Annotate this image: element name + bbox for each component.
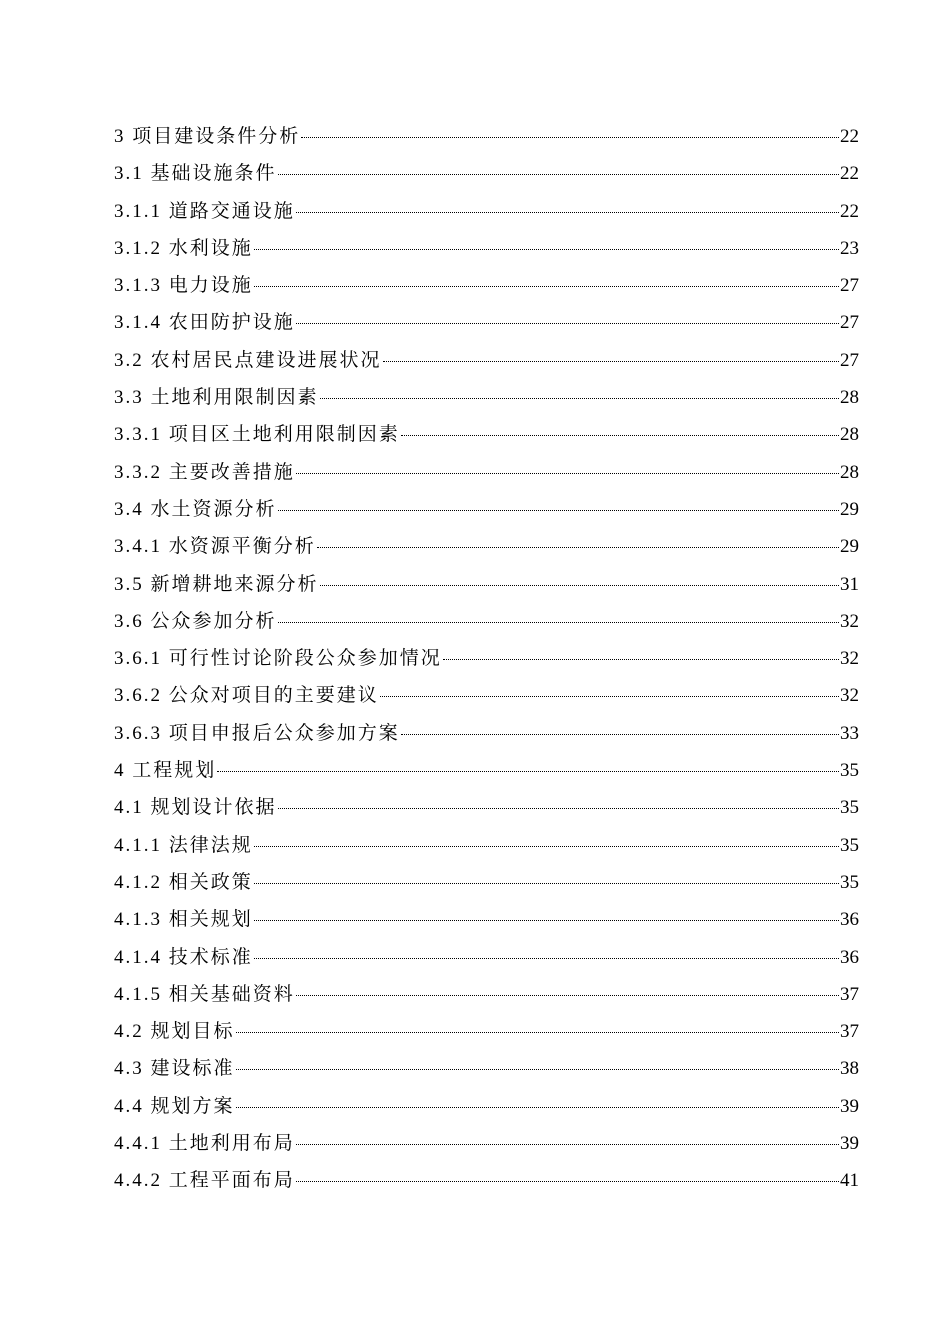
toc-entry-page: 35 <box>840 760 859 782</box>
toc-leader-dots <box>401 435 839 436</box>
toc-entry[interactable] <box>114 1162 859 1199</box>
toc-leader-dots <box>296 323 839 324</box>
toc-entry[interactable] <box>114 193 859 230</box>
toc-entry[interactable] <box>114 976 859 1013</box>
toc-entry-title: 4.1 规划设计依据 <box>114 797 277 819</box>
toc-entry[interactable] <box>114 454 859 491</box>
toc-leader-dots <box>278 510 839 511</box>
toc-leader-dots <box>236 1069 839 1070</box>
toc-entry-page: 37 <box>840 1021 859 1043</box>
toc-entry-title: 3.1.3 电力设施 <box>114 275 253 297</box>
toc-entry[interactable] <box>114 155 859 192</box>
toc-entry-title: 4.1.2 相关政策 <box>114 871 253 893</box>
toc-leader-dots <box>296 1144 839 1145</box>
toc-entry-page: 39 <box>840 1095 859 1117</box>
toc-entry-title: 4.2 规划目标 <box>114 1021 235 1043</box>
toc-entry[interactable] <box>114 1050 859 1087</box>
toc-leader-dots <box>296 212 839 213</box>
toc-entry-page: 35 <box>840 834 859 856</box>
toc-leader-dots <box>383 361 839 362</box>
toc-entry-page: 27 <box>840 349 859 371</box>
toc-entry-title: 4.1.4 技术标准 <box>114 946 253 968</box>
toc-entry-page: 22 <box>840 126 859 147</box>
toc-entry-page: 32 <box>840 648 859 670</box>
toc-entry[interactable] <box>114 789 859 826</box>
toc-leader-dots <box>254 846 839 847</box>
toc-entry-page: 41 <box>840 1170 859 1192</box>
toc-entry-title: 3.1 基础设施条件 <box>114 163 277 185</box>
toc-entry-page: 33 <box>840 722 859 744</box>
toc-leader-dots <box>317 547 839 548</box>
toc-entry-page: 36 <box>840 909 859 931</box>
toc-entry-title: 3.4 水土资源分析 <box>114 498 277 520</box>
toc-entry[interactable] <box>114 901 859 938</box>
toc-entry-title: 3.3.1 项目区土地利用限制因素 <box>114 424 400 446</box>
toc-leader-dots <box>254 958 839 959</box>
toc-leader-dots <box>296 995 839 996</box>
toc-leader-dots <box>301 137 839 138</box>
toc-leader-dots <box>236 1107 839 1108</box>
toc-entry-title: 3.1.1 道路交通设施 <box>114 200 295 222</box>
toc-entry-page: 32 <box>840 610 859 632</box>
toc-entry-title: 3.5 新增耕地来源分析 <box>114 573 319 595</box>
toc-entry[interactable] <box>114 939 859 976</box>
toc-entry-title: 3.6 公众参加分析 <box>114 610 277 632</box>
toc-entry[interactable] <box>114 677 859 714</box>
toc-entry-title: 3.6.2 公众对项目的主要建议 <box>114 685 379 707</box>
toc-entry-page: 27 <box>840 312 859 334</box>
toc-entry-title: 3 项目建设条件分析 <box>114 126 301 147</box>
toc-entry-title: 3.6.3 项目申报后公众参加方案 <box>114 722 400 744</box>
toc-entry-page: 35 <box>840 871 859 893</box>
toc-entry-title: 4.4.1 土地利用布局 <box>114 1133 295 1155</box>
toc-leader-dots <box>320 398 839 399</box>
toc-entry[interactable] <box>114 715 859 752</box>
toc-entry-page: 22 <box>840 163 859 185</box>
toc-entry[interactable] <box>114 864 859 901</box>
toc-entry-title: 4.1.3 相关规划 <box>114 909 253 931</box>
toc-leader-dots <box>320 585 839 586</box>
toc-leader-dots <box>296 1181 839 1182</box>
toc-entry-page: 39 <box>840 1133 859 1155</box>
toc-entry-title: 3.6.1 可行性讨论阶段公众参加情况 <box>114 648 442 670</box>
toc-entry-title: 4.1.5 相关基础资料 <box>114 983 295 1005</box>
toc-entry-page: 28 <box>840 387 859 409</box>
toc-entry-page: 23 <box>840 237 859 259</box>
toc-leader-dots <box>236 1032 839 1033</box>
toc-entry-title: 3.4.1 水资源平衡分析 <box>114 536 316 558</box>
toc-entry[interactable] <box>114 1088 859 1125</box>
toc-leader-dots <box>401 734 839 735</box>
toc-entry-title: 4.4 规划方案 <box>114 1095 235 1117</box>
toc-leader-dots <box>443 659 839 660</box>
toc-entry[interactable] <box>114 1013 859 1050</box>
toc-entry-page: 31 <box>840 573 859 595</box>
toc-entry-page: 35 <box>840 797 859 819</box>
toc-leader-dots <box>254 286 839 287</box>
toc-entry[interactable] <box>114 528 859 565</box>
toc-entry[interactable] <box>114 491 859 528</box>
toc-entry-page: 32 <box>840 685 859 707</box>
toc-entry[interactable] <box>114 230 859 267</box>
toc-entry-title: 4.4.2 工程平面布局 <box>114 1170 295 1192</box>
toc-entry[interactable] <box>114 416 859 453</box>
toc-entry[interactable] <box>114 1125 859 1162</box>
toc-entry[interactable] <box>114 603 859 640</box>
table-of-contents <box>114 118 859 1200</box>
toc-entry-title: 4.3 建设标准 <box>114 1058 235 1080</box>
toc-leader-dots <box>278 174 839 175</box>
toc-entry-page: 29 <box>840 498 859 520</box>
toc-entry-title: 3.1.2 水利设施 <box>114 237 253 259</box>
toc-entry-title: 3.2 农村居民点建设进展状况 <box>114 349 382 371</box>
toc-entry[interactable] <box>114 752 859 789</box>
toc-entry[interactable] <box>114 566 859 603</box>
toc-leader-dots <box>296 473 839 474</box>
toc-entry-page: 36 <box>840 946 859 968</box>
toc-entry[interactable] <box>114 640 859 677</box>
toc-entry-page: 28 <box>840 461 859 483</box>
toc-leader-dots <box>380 696 839 697</box>
toc-entry-title: 4 工程规划 <box>114 760 217 782</box>
toc-entry-title: 3.3.2 主要改善措施 <box>114 461 295 483</box>
toc-entry-title: 3.1.4 农田防护设施 <box>114 312 295 334</box>
toc-leader-dots <box>217 771 839 772</box>
toc-entry-page: 22 <box>840 200 859 222</box>
toc-entry[interactable] <box>114 304 859 341</box>
toc-entry-page: 29 <box>840 536 859 558</box>
toc-entry-page: 37 <box>840 983 859 1005</box>
toc-entry[interactable] <box>114 118 859 155</box>
toc-entry-title: 4.1.1 法律法规 <box>114 834 253 856</box>
toc-entry-page: 38 <box>840 1058 859 1080</box>
toc-entry-page: 27 <box>840 275 859 297</box>
toc-entry-page: 28 <box>840 424 859 446</box>
toc-entry[interactable] <box>114 379 859 416</box>
toc-entry[interactable] <box>114 342 859 379</box>
toc-entry[interactable] <box>114 267 859 304</box>
toc-entry-title: 3.3 土地利用限制因素 <box>114 387 319 409</box>
toc-leader-dots <box>278 808 839 809</box>
toc-leader-dots <box>254 883 839 884</box>
toc-leader-dots <box>278 622 839 623</box>
toc-entry[interactable] <box>114 827 859 864</box>
toc-leader-dots <box>254 920 839 921</box>
toc-leader-dots <box>254 249 839 250</box>
